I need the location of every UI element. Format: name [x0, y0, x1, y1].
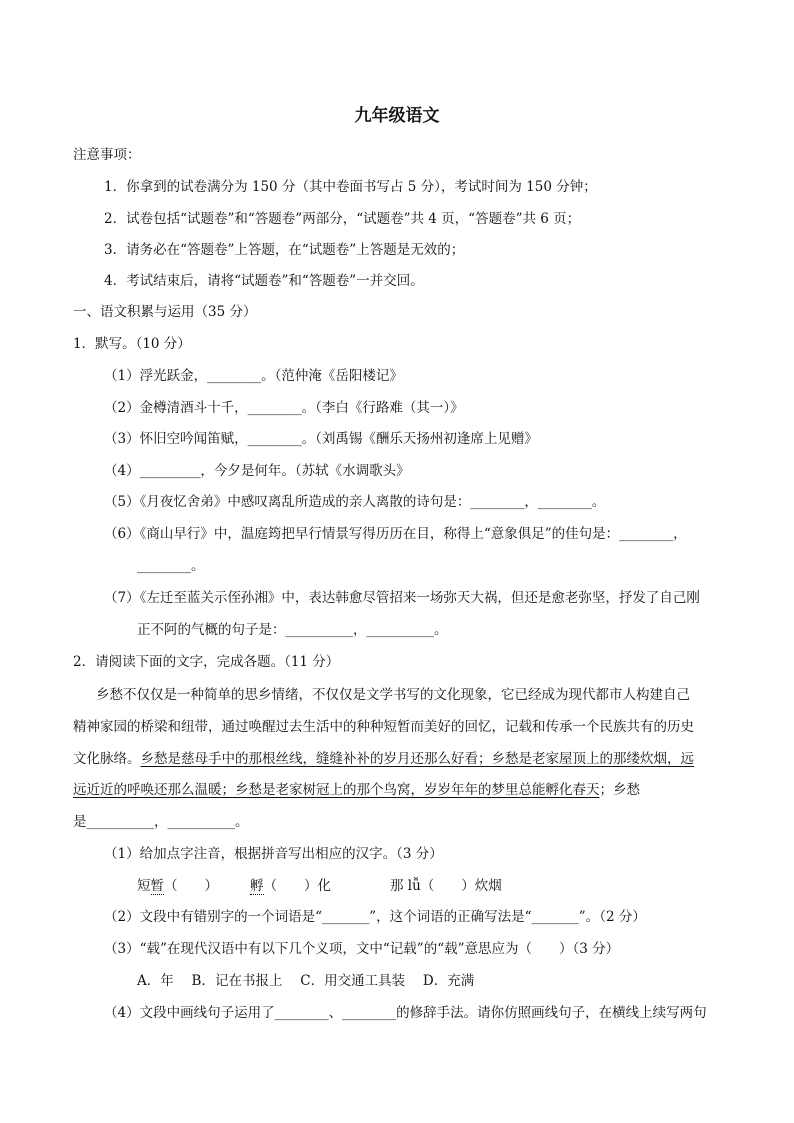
notice-item: 4．考试结束后，请将“试题卷”和“答题卷”一并交回。 [104, 273, 424, 289]
page-title: 九年级语文 [354, 106, 440, 126]
passage-line: 乡愁不仅仅是一种简单的思乡情绪，不仅仅是文学书写的文化现象，它已经成为现代都市人构建自己 [96, 687, 690, 703]
underlined-sentence: 远近近的呼唤还那么温暖；乡愁是老家树冠上的那个鸟窝，岁岁年年的梦里总能孵化春天 [73, 782, 600, 798]
question-heading: 1．默写。（10 分） [73, 336, 191, 352]
underlined-sentence: 乡愁是慈母手中的那根丝线，缝缝补补的岁月还那么好看；乡愁是老家屋顶上的那缕炊烟，远 [140, 751, 694, 767]
sub-question: （1）给加点字注音，根据拼音写出相应的汉字。（3 分） [104, 846, 443, 862]
notice-item: 3．请务必在“答题卷”上答题，在“试题卷”上答题是无效的； [104, 242, 465, 258]
question-heading: 2．请阅读下面的文字，完成各题。（11 分） [73, 654, 340, 670]
passage-line [73, 749, 694, 769]
dictation-item: （7）《左迁至蓝关示侄孙湘》中，表达韩愈尽管招来一场弥天大祸，但还是愈老弥坚，抒发了自己刚 [104, 590, 700, 606]
sub-question: （3）“载”在现代汉语中有以下几个义项，文中“记载”的“载”意思应为（ ）（3 分） [104, 941, 620, 957]
dictation-item: （2）金樽清酒斗十千，________。（李白《行路难（其一）》 [104, 400, 464, 416]
dictation-item-cont: 正不阿的气概的句子是：__________，__________。 [137, 622, 448, 638]
dictation-item: （1）浮光跃金，________。（范仲淹《岳阳楼记》 [104, 368, 403, 384]
dotted-char: 孵 [250, 878, 264, 894]
answer-options: A．年 B．记在书报上 C．用交通工具装 D．充满 [137, 973, 475, 989]
dictation-item-cont: ________。 [137, 558, 205, 574]
notice-item: 1．你拿到的试卷满分为 150 分（其中卷面书写占 5 分），考试时间为 150 分钟； [104, 179, 597, 195]
passage-text: 文化脉络。 [73, 751, 141, 767]
sub-question: （2）文段中有错别字的一个词语是“_______”，这个词语的正确写法是“_______”。（2 分） [104, 909, 646, 925]
dictation-item: （4）_________，今夕是何年。（苏轼《水调歌头》 [104, 463, 410, 479]
notice-heading: 注意事项： [73, 147, 141, 163]
notice-item: 2．试卷包括“试题卷”和“答题卷”两部分，“试题卷”共 4 页，“答题卷”共 6 页； [104, 211, 581, 227]
sub-question: （4）文段中画线句子运用了________、________的修辞手法。请你仿照画线句子，在横线上续写两句 [104, 1005, 707, 1021]
dictation-item: （6）《商山早行》中，温庭筠把早行情景写得历历在目，称得上“意象俱足”的佳句是：________， [104, 526, 687, 542]
passage-line: 精神家园的桥梁和纽带，通过唤醒过去生活中的种种短暂而美好的回忆，记载和传承一个民族共有的历史 [73, 719, 694, 735]
passage-text: ；乡愁 [599, 782, 640, 798]
dictation-item: （3）怀旧空吟闻笛赋，________。（刘禹锡《酬乐天扬州初逢席上见赠》 [104, 431, 538, 447]
passage-line [73, 780, 640, 800]
section-heading: 一、语文积累与运用（35 分） [73, 304, 257, 320]
dotted-char: 暂 [150, 878, 164, 894]
passage-line: 是__________，__________。 [73, 814, 249, 830]
pinyin-item: 孵（ ）化 [250, 878, 331, 894]
dictation-item: （5）《月夜忆舍弟》中感叹离乱所造成的亲人离散的诗句是：________，________。 [104, 494, 606, 510]
pinyin-item: 短暂（ ） [137, 878, 218, 894]
pinyin-item: 那 lǚ（ ）炊烟 [390, 878, 502, 894]
